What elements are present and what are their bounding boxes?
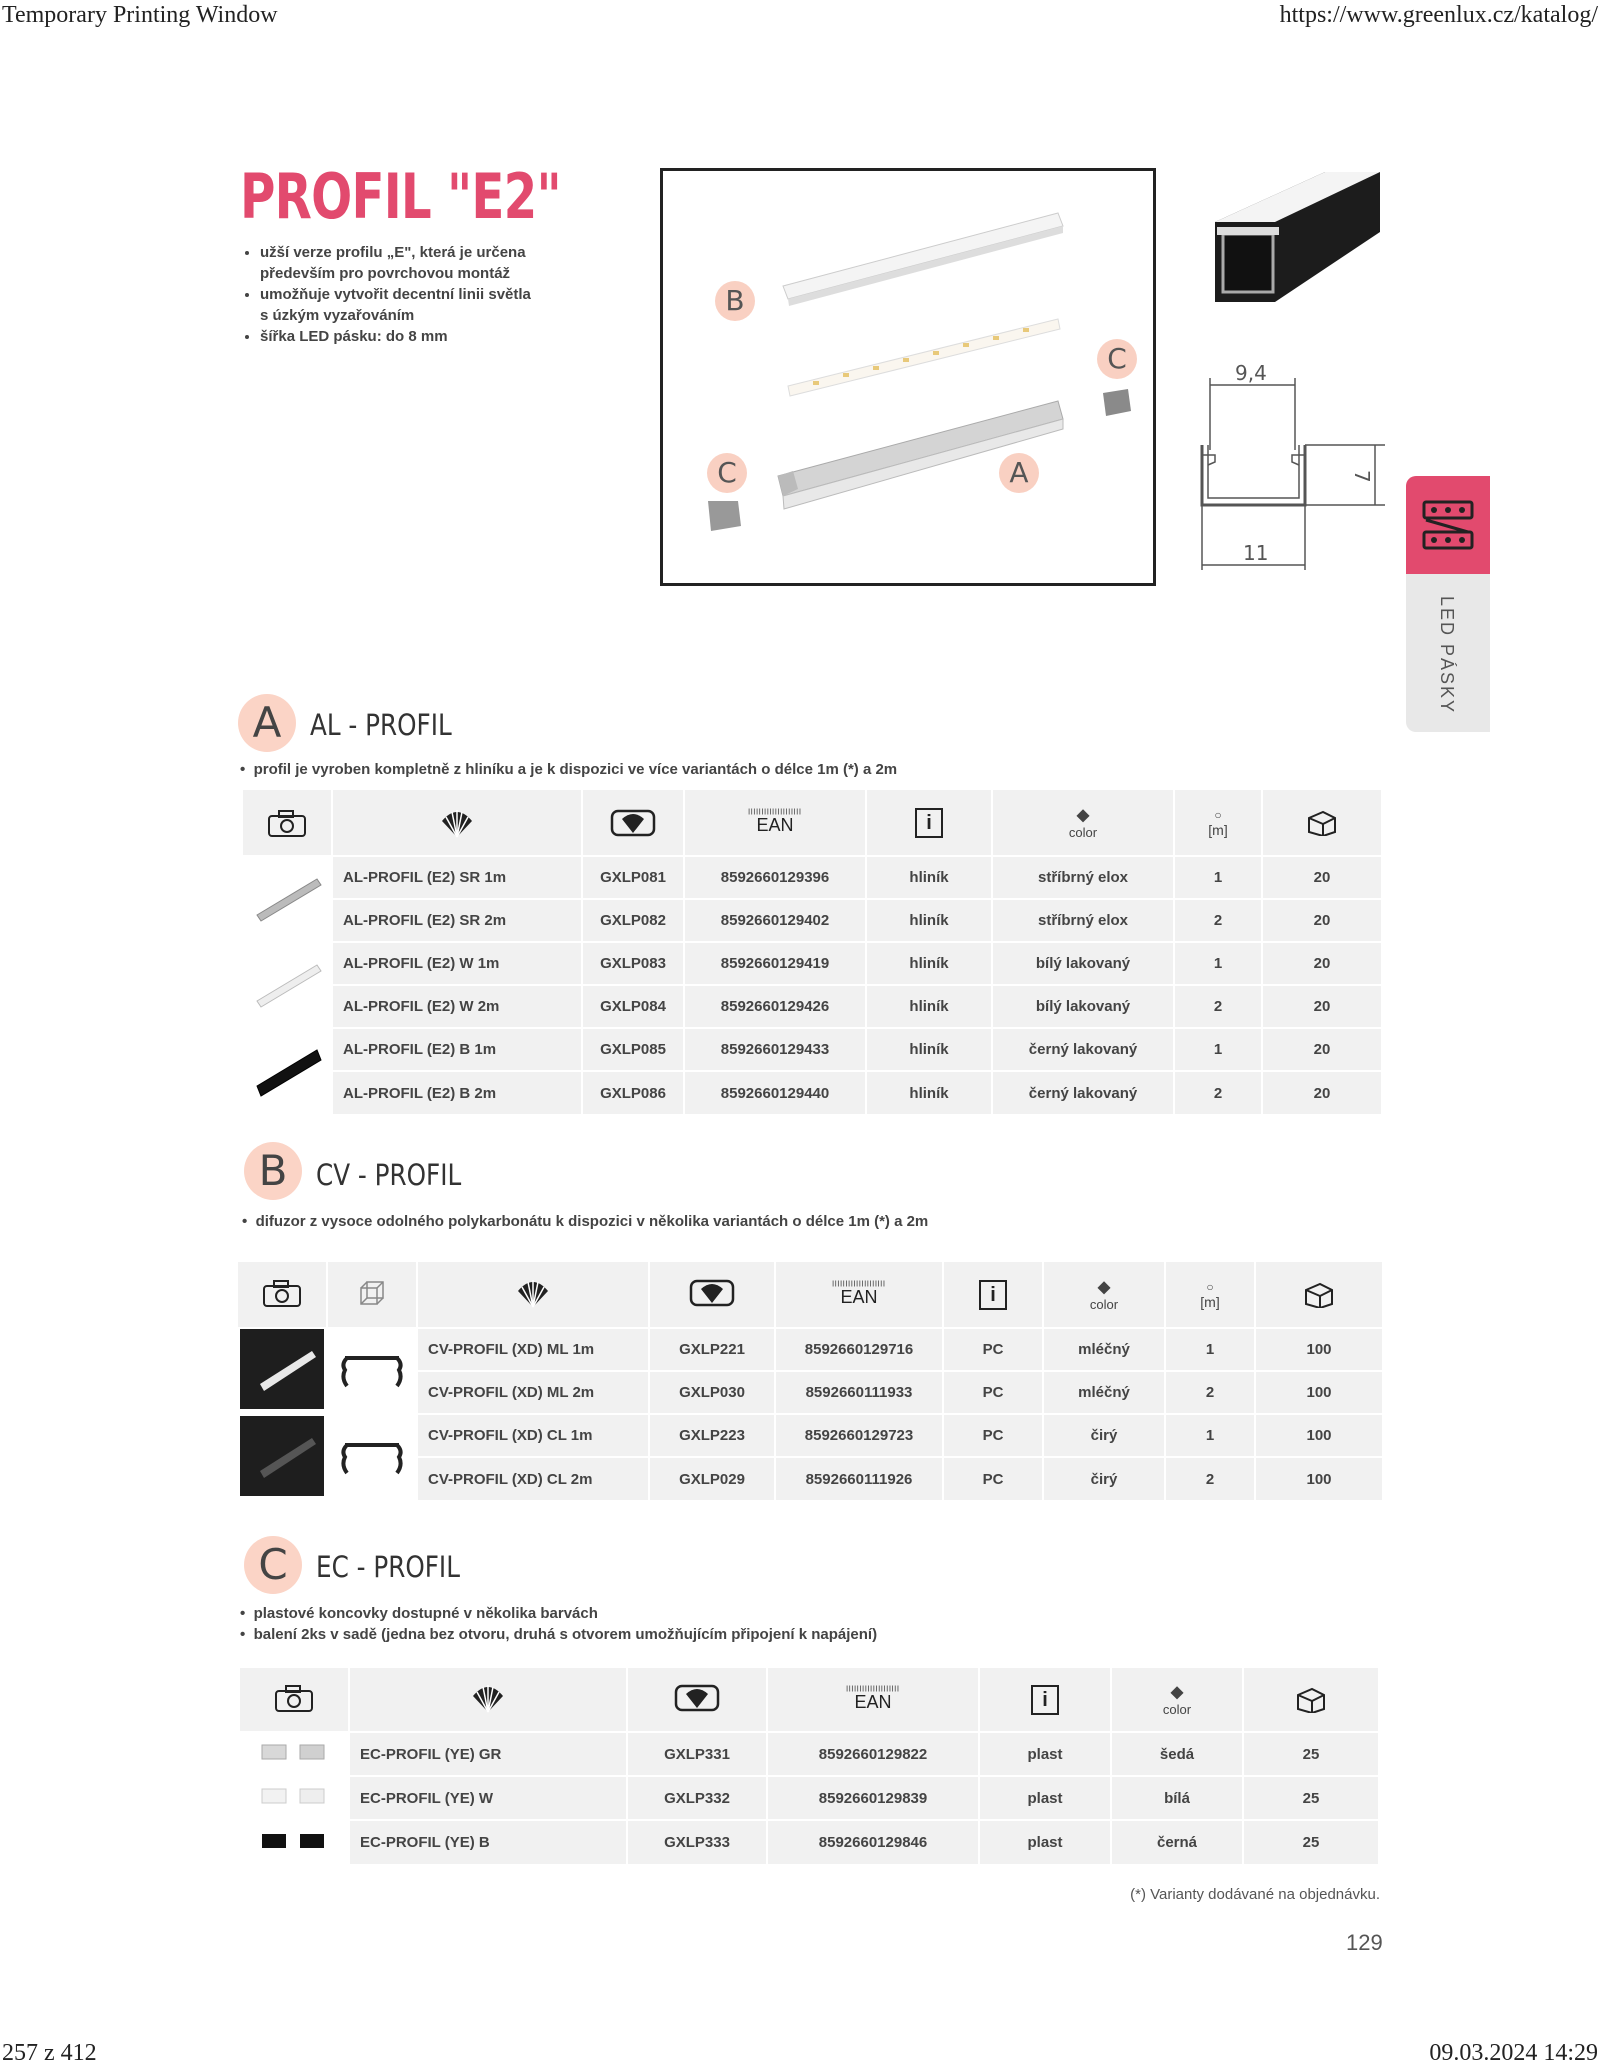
label-c-badge: C — [1097, 339, 1137, 379]
product-color: černý lakovaný — [992, 1028, 1174, 1071]
page-url[interactable]: https://www.greenlux.cz/katalog/ — [1279, 2, 1598, 28]
led-strip-icon — [1406, 476, 1490, 574]
length-icon: ○ [m] — [1174, 790, 1262, 856]
product-thumb — [240, 1732, 349, 1776]
product-code: GXLP085 — [582, 1028, 684, 1071]
product-material: PC — [943, 1328, 1043, 1371]
product-code: GXLP332 — [627, 1776, 767, 1820]
product-material: plast — [979, 1776, 1111, 1820]
product-code: GXLP083 — [582, 942, 684, 985]
product-ean: 8592660129440 — [684, 1071, 866, 1114]
section-b-badge: B — [244, 1142, 302, 1200]
bullet-text: s úzkým vyzařováním — [260, 307, 415, 324]
section-b-note-text: difuzor z vysoce odolného polykarbonátu k dispozici v několika variantách o délce 1m (*) a 2m — [255, 1213, 929, 1230]
table-row — [243, 856, 1381, 899]
product-length: 1 — [1174, 942, 1262, 985]
product-color: stříbrný elox — [992, 899, 1174, 942]
table-header-row — [240, 1668, 1378, 1732]
product-color: černý lakovaný — [992, 1071, 1174, 1114]
product-pack: 25 — [1243, 1732, 1378, 1776]
product-color: mléčný — [1043, 1371, 1165, 1414]
product-ean: 8592660129419 — [684, 942, 866, 985]
bullet-text: šířka LED pásku: do 8 mm — [260, 328, 448, 345]
product-name: AL-PROFIL (E2) W 2m — [332, 985, 582, 1028]
product-name: EC-PROFIL (YE) W — [349, 1776, 627, 1820]
ean-header: |||||||||||||||||||| EAN — [767, 1668, 979, 1732]
color-icon: ◆ color — [1111, 1668, 1243, 1732]
product-pack: 20 — [1262, 899, 1381, 942]
cv-profile-table — [238, 1262, 1382, 1500]
length-label: [m] — [1208, 821, 1228, 838]
section-c-note-1: plastové koncovky dostupné v několika barvách — [253, 1605, 598, 1622]
bullet-text: především pro povrchovou montáž — [260, 265, 511, 282]
product-name: CV-PROFIL (XD) CL 1m — [417, 1414, 649, 1457]
product-name: AL-PROFIL (E2) SR 2m — [332, 899, 582, 942]
table-header-row — [238, 1262, 1382, 1328]
side-tab-led-strips[interactable] — [1406, 476, 1490, 732]
table-row — [240, 1732, 1378, 1776]
product-color: šedá — [1111, 1732, 1243, 1776]
diffuser-edge — [788, 226, 1063, 306]
product-color: čirý — [1043, 1414, 1165, 1457]
page-counter: 257 z 412 — [2, 2040, 97, 2066]
product-length: 1 — [1174, 1028, 1262, 1071]
package-icon — [1255, 1262, 1382, 1328]
section-c-title: EC - PROFIL — [316, 1550, 460, 1584]
product-name: EC-PROFIL (YE) B — [349, 1820, 627, 1864]
product-ean: 8592660129822 — [767, 1732, 979, 1776]
product-color: bílý lakovaný — [992, 942, 1174, 985]
end-cap-right-shape — [1103, 389, 1131, 416]
product-thumb — [238, 1328, 327, 1414]
bullet-text: umožňuje vytvořit decentní linii světla — [260, 286, 531, 303]
end-cap-left-shape — [708, 501, 741, 531]
bullet-text: užší verze profilu „E", která je určena — [260, 244, 526, 261]
ean-header: |||||||||||||||||||| EAN — [775, 1262, 943, 1328]
info-icon — [979, 1668, 1111, 1732]
info-glyph: i — [979, 1280, 1007, 1310]
product-color: stříbrný elox — [992, 856, 1174, 899]
product-code: GXLP081 — [582, 856, 684, 899]
info-glyph: i — [1031, 1685, 1059, 1715]
product-thumb — [238, 1414, 327, 1500]
product-color: čirý — [1043, 1457, 1165, 1500]
product-color: mléčný — [1043, 1328, 1165, 1371]
product-length: 2 — [1174, 899, 1262, 942]
product-pack: 100 — [1255, 1414, 1382, 1457]
label-a-badge: A — [999, 453, 1039, 493]
color-icon: ◆ color — [992, 790, 1174, 856]
ean-header: |||||||||||||||||||| EAN — [684, 790, 866, 856]
product-code: GXLP223 — [649, 1414, 775, 1457]
product-thumb — [243, 856, 332, 942]
product-name: CV-PROFIL (XD) ML 1m — [417, 1328, 649, 1371]
section-a-note: • profil je vyroben kompletně z hliníku a je k dispozici ve více variantách o délce 1m (*) a 2m — [240, 761, 898, 778]
label-b-badge: B — [715, 281, 755, 321]
order-code-icon — [649, 1262, 775, 1328]
product-length: 1 — [1174, 856, 1262, 899]
diffuser-shape — [783, 213, 1063, 299]
color-label: color — [1068, 825, 1098, 840]
ean-label: EAN — [840, 1287, 878, 1307]
product-length: 2 — [1165, 1457, 1255, 1500]
profile-3d-image — [1215, 172, 1380, 312]
side-tab-label: LED PÁSKY — [1437, 596, 1457, 715]
product-code: GXLP221 — [649, 1328, 775, 1371]
ean-label: EAN — [854, 1692, 892, 1712]
product-ean: 8592660129846 — [767, 1820, 979, 1864]
product-material: hliník — [866, 856, 992, 899]
ean-label: EAN — [756, 815, 794, 835]
product-name: AL-PROFIL (E2) B 1m — [332, 1028, 582, 1071]
product-code: GXLP084 — [582, 985, 684, 1028]
product-material: hliník — [866, 1071, 992, 1114]
length-icon: ○ [m] — [1165, 1262, 1255, 1328]
product-color: bílá — [1111, 1776, 1243, 1820]
section-c-note-2: balení 2ks v sadě (jedna bez otvoru, druhá s otvorem umožňujícím připojení k napájení) — [253, 1626, 878, 1643]
table-row — [243, 942, 1381, 985]
product-material: plast — [979, 1732, 1111, 1776]
product-thumb — [243, 1028, 332, 1114]
camera-icon — [240, 1668, 349, 1732]
info-icon — [866, 790, 992, 856]
section-a-title: AL - PROFIL — [310, 708, 452, 742]
product-ean: 8592660129396 — [684, 856, 866, 899]
product-pack: 100 — [1255, 1457, 1382, 1500]
product-name: CV-PROFIL (XD) ML 2m — [417, 1371, 649, 1414]
product-pack: 25 — [1243, 1820, 1378, 1864]
table-row — [238, 1414, 1382, 1457]
product-pack: 20 — [1262, 1071, 1381, 1114]
section-c-badge: C — [244, 1536, 302, 1594]
length-label: [m] — [1200, 1293, 1220, 1310]
dim-width-top: 9,4 — [1235, 361, 1267, 385]
product-material: hliník — [866, 942, 992, 985]
product-pack: 20 — [1262, 1028, 1381, 1071]
product-ean: 8592660129723 — [775, 1414, 943, 1457]
product-material: hliník — [866, 985, 992, 1028]
product-ean: 8592660129426 — [684, 985, 866, 1028]
assembly-diagram — [660, 168, 1156, 586]
window-title: Temporary Printing Window — [2, 2, 278, 28]
camera-icon — [238, 1262, 327, 1328]
product-color: černá — [1111, 1820, 1243, 1864]
print-datetime: 09.03.2024 14:29 — [1429, 2040, 1598, 2066]
table-row — [243, 899, 1381, 942]
cube-icon — [327, 1262, 417, 1328]
package-icon — [1243, 1668, 1378, 1732]
dim-height: 7 — [1350, 470, 1374, 483]
product-material: PC — [943, 1414, 1043, 1457]
product-code: GXLP331 — [627, 1732, 767, 1776]
product-name: EC-PROFIL (YE) GR — [349, 1732, 627, 1776]
product-pack: 100 — [1255, 1371, 1382, 1414]
product-material: hliník — [866, 899, 992, 942]
product-pack: 20 — [1262, 942, 1381, 985]
product-length: 2 — [1174, 985, 1262, 1028]
info-glyph: i — [915, 808, 943, 838]
al-profile-table — [243, 790, 1381, 1114]
product-pack: 25 — [1243, 1776, 1378, 1820]
product-code: GXLP082 — [582, 899, 684, 942]
product-code: GXLP030 — [649, 1371, 775, 1414]
section-a-badge: A — [238, 694, 296, 752]
product-code: GXLP086 — [582, 1071, 684, 1114]
order-code-icon — [582, 790, 684, 856]
ec-profile-table — [240, 1668, 1378, 1864]
product-length: 1 — [1165, 1328, 1255, 1371]
table-row — [243, 985, 1381, 1028]
table-row — [240, 1820, 1378, 1864]
led-strip-shape — [788, 319, 1060, 396]
product-ean: 8592660129839 — [767, 1776, 979, 1820]
diffuser-profile-icon — [327, 1328, 417, 1414]
color-label: color — [1089, 1297, 1119, 1312]
product-material: PC — [943, 1371, 1043, 1414]
section-c-notes: • plastové koncovky dostupné v několika barvách • balení 2ks v sadě (jedna bez otvoru, druhá s otvorem umožňujícím připojení k napájení) — [240, 1605, 878, 1643]
product-name: AL-PROFIL (E2) SR 1m — [332, 856, 582, 899]
product-pack: 100 — [1255, 1328, 1382, 1371]
assembly-illustration — [663, 171, 1153, 583]
package-icon — [1262, 790, 1381, 856]
product-name: CV-PROFIL (XD) CL 2m — [417, 1457, 649, 1500]
camera-icon — [243, 790, 332, 856]
product-pack: 20 — [1262, 856, 1381, 899]
product-ean: 8592660129433 — [684, 1028, 866, 1071]
product-material: PC — [943, 1457, 1043, 1500]
table-row — [238, 1328, 1382, 1371]
product-material: hliník — [866, 1028, 992, 1071]
product-name: AL-PROFIL (E2) W 1m — [332, 942, 582, 985]
product-ean: 8592660129402 — [684, 899, 866, 942]
product-code: GXLP029 — [649, 1457, 775, 1500]
product-code: GXLP333 — [627, 1820, 767, 1864]
product-name: AL-PROFIL (E2) B 2m — [332, 1071, 582, 1114]
product-ean: 8592660129716 — [775, 1328, 943, 1371]
product-title: PROFIL "E2" — [240, 160, 561, 233]
product-length: 2 — [1165, 1371, 1255, 1414]
color-label: color — [1162, 1702, 1192, 1717]
product-pack: 20 — [1262, 985, 1381, 1028]
product-thumb — [243, 942, 332, 1028]
shell-logo-icon — [349, 1668, 627, 1732]
info-icon — [943, 1262, 1043, 1328]
product-length: 1 — [1165, 1414, 1255, 1457]
shell-logo-icon — [417, 1262, 649, 1328]
product-ean: 8592660111933 — [775, 1371, 943, 1414]
label-c-badge: C — [707, 453, 747, 493]
product-thumb — [240, 1776, 349, 1820]
section-b-note: • difuzor z vysoce odolného polykarbonátu k dispozici v několika variantách o délce 1m (*) a 2m — [242, 1213, 929, 1230]
product-ean: 8592660111926 — [775, 1457, 943, 1500]
table-row — [243, 1028, 1381, 1071]
diffuser-profile-icon — [327, 1414, 417, 1500]
section-a-note-text: profil je vyroben kompletně z hliníku a je k dispozici ve více variantách o délce 1m (*) a 2m — [253, 761, 898, 778]
product-thumb — [240, 1820, 349, 1864]
section-b-title: CV - PROFIL — [316, 1158, 462, 1192]
product-color: bílý lakovaný — [992, 985, 1174, 1028]
color-icon: ◆ color — [1043, 1262, 1165, 1328]
cross-section-drawing — [1195, 350, 1395, 580]
page-number: 129 — [1346, 1930, 1383, 1955]
product-bullets — [240, 242, 560, 347]
product-material: plast — [979, 1820, 1111, 1864]
table-header-row — [243, 790, 1381, 856]
table-row — [240, 1776, 1378, 1820]
table-row — [243, 1071, 1381, 1114]
order-code-icon — [627, 1668, 767, 1732]
shell-logo-icon — [332, 790, 582, 856]
product-length: 2 — [1174, 1071, 1262, 1114]
dim-width-bottom: 11 — [1243, 541, 1269, 565]
footnote: (*) Varianty dodávané na objednávku. — [1130, 1886, 1380, 1903]
